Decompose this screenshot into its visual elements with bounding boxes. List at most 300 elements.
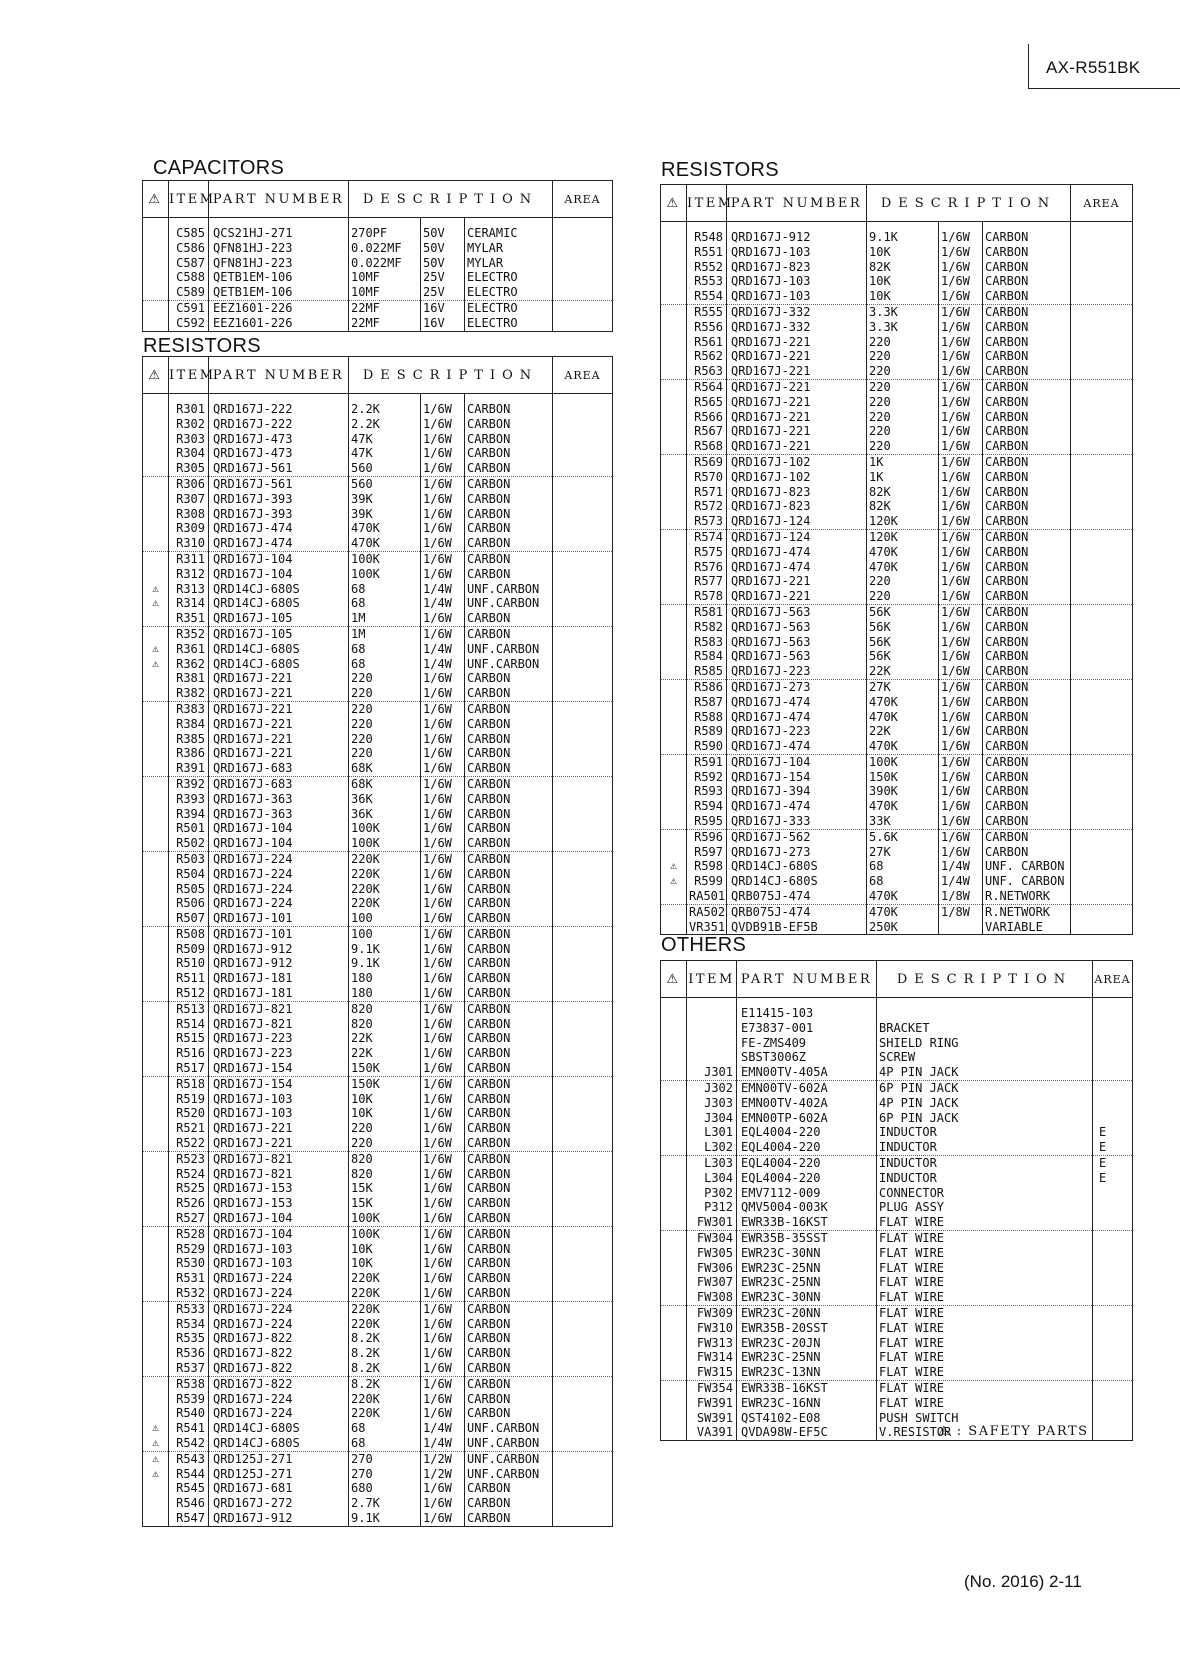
item-cell: R543	[169, 1451, 209, 1466]
safety-mark-cell	[143, 507, 169, 522]
rating-cell: 1/6W	[421, 536, 465, 551]
part-number-cell: QRD167J-683	[209, 761, 349, 776]
type-cell: CARBON	[465, 1181, 553, 1196]
part-number-cell: EWR23C-20NN	[737, 1305, 877, 1320]
table-row	[143, 492, 613, 507]
description-cell: FLAT WIRE	[877, 1290, 1093, 1305]
rating-cell: 1/6W	[421, 1017, 465, 1032]
type-cell: CARBON	[465, 1092, 553, 1107]
safety-mark-cell	[143, 867, 169, 882]
value-cell: 100K	[867, 754, 939, 769]
safety-mark-cell: ⚠	[661, 859, 687, 874]
type-cell: ELECTRO	[465, 300, 553, 315]
item-cell: R561	[687, 335, 727, 350]
area-cell	[553, 732, 613, 747]
spacer-cell	[1071, 222, 1133, 231]
type-cell: CARBON	[465, 551, 553, 566]
type-cell: CARBON	[465, 956, 553, 971]
safety-mark-cell	[143, 1286, 169, 1301]
type-cell: VARIABLE	[983, 920, 1071, 935]
value-cell: 220	[349, 1121, 421, 1136]
area-cell	[1071, 859, 1133, 874]
area-cell	[553, 1181, 613, 1196]
table-row	[661, 695, 1133, 710]
table-row	[661, 230, 1133, 245]
rating-cell: 1/4W	[421, 582, 465, 597]
value-cell: 2.2K	[349, 402, 421, 417]
item-cell: C589	[169, 285, 209, 300]
spacer-cell	[465, 394, 553, 403]
spacer-cell	[169, 218, 209, 227]
value-cell: 820	[349, 1151, 421, 1166]
type-cell: CARBON	[465, 807, 553, 822]
part-number-cell: QRD167J-822	[209, 1376, 349, 1391]
type-cell: CARBON	[983, 304, 1071, 319]
area-cell	[1071, 770, 1133, 785]
part-number-cell: QRD167J-823	[727, 260, 867, 275]
rating-cell: 1/6W	[421, 1331, 465, 1346]
rating-cell: 1/6W	[421, 492, 465, 507]
item-cell: R385	[169, 732, 209, 747]
item-cell: R314	[169, 596, 209, 611]
area-cell	[1071, 845, 1133, 860]
table-row	[661, 739, 1133, 754]
value-cell: 270PF	[349, 226, 421, 241]
area-cell	[1093, 1096, 1133, 1111]
table-row	[143, 926, 613, 941]
area-cell	[1071, 304, 1133, 319]
item-cell: R512	[169, 986, 209, 1001]
part-number-header: PART NUMBER	[727, 185, 867, 222]
part-number-cell: QRD167J-153	[209, 1196, 349, 1211]
type-cell: CARBON	[983, 829, 1071, 844]
safety-mark-cell	[661, 1215, 687, 1230]
rating-cell: 1/6W	[421, 701, 465, 716]
part-number-cell: QRD167J-474	[209, 521, 349, 536]
area-cell	[1071, 679, 1133, 694]
safety-mark-cell	[143, 626, 169, 641]
type-cell: CARBON	[465, 1496, 553, 1511]
area-cell	[1071, 784, 1133, 799]
area-cell	[553, 942, 613, 957]
type-cell: CARBON	[465, 521, 553, 536]
rating-cell: 1/6W	[939, 320, 983, 335]
area-cell	[553, 1046, 613, 1061]
item-cell: R309	[169, 521, 209, 536]
value-cell: 3.3K	[867, 304, 939, 319]
area-cell	[553, 1406, 613, 1421]
item-cell: R510	[169, 956, 209, 971]
item-cell: R591	[687, 754, 727, 769]
part-number-cell: EMV7112-009	[737, 1186, 877, 1201]
part-number-cell: QRD167J-912	[727, 230, 867, 245]
part-number-cell: EQL4004-220	[737, 1125, 877, 1140]
type-cell: CARBON	[465, 1406, 553, 1421]
rating-cell: 1/6W	[421, 1271, 465, 1286]
table-row	[661, 1065, 1133, 1080]
item-cell: P302	[687, 1186, 737, 1201]
rating-cell: 1/6W	[421, 1196, 465, 1211]
table-row	[143, 1001, 613, 1016]
table-row	[143, 1046, 613, 1061]
rating-cell: 1/6W	[421, 1496, 465, 1511]
rating-cell: 1/8W	[939, 904, 983, 919]
safety-mark-cell	[143, 492, 169, 507]
description-cell	[877, 1006, 1093, 1021]
table-row	[661, 1321, 1133, 1336]
part-number-cell: QVDA98W-EF5C	[737, 1425, 877, 1440]
item-cell: R538	[169, 1376, 209, 1391]
safety-mark-cell	[661, 1171, 687, 1186]
item-cell: R574	[687, 529, 727, 544]
safety-mark-cell	[143, 241, 169, 256]
rating-cell: 16V	[421, 316, 465, 331]
type-cell: CARBON	[983, 470, 1071, 485]
value-cell: 0.022MF	[349, 256, 421, 271]
description-cell: FLAT WIRE	[877, 1275, 1093, 1290]
area-cell	[1093, 1200, 1133, 1215]
safety-mark-cell	[143, 911, 169, 926]
area-cell	[1071, 874, 1133, 889]
part-number-cell: QRD167J-563	[727, 604, 867, 619]
area-cell	[1071, 410, 1133, 425]
type-cell: CARBON	[465, 461, 553, 476]
table-header-row	[143, 181, 613, 218]
description-cell: FLAT WIRE	[877, 1365, 1093, 1380]
rating-cell: 1/6W	[421, 896, 465, 911]
table-row	[143, 1496, 613, 1511]
rating-cell: 1/6W	[421, 1286, 465, 1301]
table-row	[661, 1396, 1133, 1411]
safety-mark-cell	[661, 1096, 687, 1111]
safety-mark-cell	[661, 679, 687, 694]
description-cell: 6P PIN JACK	[877, 1111, 1093, 1126]
area-cell	[1093, 1261, 1133, 1276]
value-cell: 8.2K	[349, 1376, 421, 1391]
part-number-cell: QRD14CJ-680S	[209, 596, 349, 611]
safety-mark-cell	[661, 1380, 687, 1395]
part-number-cell: QRD167J-363	[209, 792, 349, 807]
table-row	[143, 1211, 613, 1226]
value-cell: 220	[867, 395, 939, 410]
rating-cell: 50V	[421, 226, 465, 241]
table-row	[661, 349, 1133, 364]
area-cell	[553, 1196, 613, 1211]
table-row	[661, 635, 1133, 650]
value-cell: 10K	[349, 1106, 421, 1121]
spacer-row	[661, 222, 1133, 231]
type-cell: CARBON	[465, 1511, 553, 1526]
safety-mark-cell	[143, 402, 169, 417]
description-cell: 4P PIN JACK	[877, 1096, 1093, 1111]
area-cell	[553, 1376, 613, 1391]
part-number-cell: QRD167J-104	[209, 567, 349, 582]
item-cell	[687, 1036, 737, 1051]
item-cell: R511	[169, 971, 209, 986]
spacer-cell	[349, 394, 421, 403]
safety-mark-cell	[661, 1065, 687, 1080]
type-cell: CARBON	[465, 776, 553, 791]
rating-cell: 1/6W	[421, 746, 465, 761]
item-cell: RA501	[687, 889, 727, 904]
rating-cell: 1/6W	[421, 461, 465, 476]
rating-cell: 1/4W	[421, 1436, 465, 1451]
area-cell	[1071, 589, 1133, 604]
spacer-row	[661, 998, 1133, 1007]
area-cell	[553, 746, 613, 761]
rating-cell: 1/6W	[421, 1226, 465, 1241]
type-cell: CARBON	[983, 529, 1071, 544]
item-cell: R541	[169, 1421, 209, 1436]
table-row	[143, 582, 613, 597]
part-number-cell: QRD167J-821	[209, 1017, 349, 1032]
type-cell: CARBON	[465, 836, 553, 851]
safety-mark-cell	[143, 446, 169, 461]
spacer-cell	[983, 222, 1071, 231]
part-number-cell: QRB075J-474	[727, 889, 867, 904]
description-header: DESCRIPTION	[349, 181, 553, 218]
item-cell: R539	[169, 1392, 209, 1407]
area-cell	[553, 1226, 613, 1241]
table-row	[143, 1181, 613, 1196]
description-cell: INDUCTOR	[877, 1140, 1093, 1155]
type-cell: UNF. CARBON	[983, 859, 1071, 874]
item-cell: R526	[169, 1196, 209, 1211]
rating-cell: 1/6W	[421, 971, 465, 986]
area-cell	[1071, 620, 1133, 635]
page-footer: (No. 2016) 2-11	[964, 1572, 1082, 1591]
type-cell: CARBON	[465, 1046, 553, 1061]
area-cell	[553, 596, 613, 611]
part-number-header: PART NUMBER	[209, 181, 349, 218]
rating-cell: 25V	[421, 270, 465, 285]
spacer-cell	[727, 222, 867, 231]
part-number-cell: QRD167J-103	[209, 1256, 349, 1271]
item-cell: FW354	[687, 1380, 737, 1395]
spacer-row	[143, 218, 613, 227]
safety-mark-cell: ⚠	[143, 596, 169, 611]
rating-cell: 1/6W	[421, 1392, 465, 1407]
part-number-cell: QETB1EM-106	[209, 270, 349, 285]
area-cell	[553, 567, 613, 582]
spacer-cell	[349, 218, 421, 227]
table-row	[661, 1305, 1133, 1320]
area-cell	[1071, 485, 1133, 500]
spacer-cell	[209, 394, 349, 403]
rating-cell: 1/6W	[421, 1151, 465, 1166]
rating-cell: 1/2W	[421, 1467, 465, 1482]
rating-cell: 1/6W	[421, 1061, 465, 1076]
part-number-cell: QRD167J-101	[209, 926, 349, 941]
item-cell: R577	[687, 574, 727, 589]
part-number-cell: QRD167J-683	[209, 776, 349, 791]
spacer-cell	[867, 222, 939, 231]
part-number-cell: QRD167J-124	[727, 529, 867, 544]
type-cell: CARBON	[465, 1271, 553, 1286]
item-cell: R508	[169, 926, 209, 941]
safety-mark-cell	[143, 1136, 169, 1151]
item-cell: FW313	[687, 1336, 737, 1351]
description-cell: 4P PIN JACK	[877, 1065, 1093, 1080]
safety-mark-cell	[143, 256, 169, 271]
rating-cell: 1/6W	[421, 776, 465, 791]
area-cell	[553, 851, 613, 866]
value-cell: 150K	[349, 1076, 421, 1091]
safety-mark-cell	[143, 316, 169, 331]
type-cell: CARBON	[983, 620, 1071, 635]
area-cell	[553, 1151, 613, 1166]
area-cell	[1071, 514, 1133, 529]
item-cell: R554	[687, 289, 727, 304]
safety-mark-cell	[661, 649, 687, 664]
value-cell: 33K	[867, 814, 939, 829]
table-row	[143, 657, 613, 672]
part-number-cell: QRD167J-822	[209, 1331, 349, 1346]
description-cell: INDUCTOR	[877, 1125, 1093, 1140]
rating-cell: 1/6W	[421, 1046, 465, 1061]
part-number-header: PART NUMBER	[209, 357, 349, 394]
table-row	[661, 1021, 1133, 1036]
safety-mark-cell	[661, 1006, 687, 1021]
table-row	[143, 1286, 613, 1301]
part-number-cell: QRD167J-103	[727, 289, 867, 304]
safety-mark-cell	[661, 814, 687, 829]
part-number-cell: QFN81HJ-223	[209, 241, 349, 256]
description-cell: FLAT WIRE	[877, 1215, 1093, 1230]
value-cell: 1M	[349, 611, 421, 626]
rating-cell: 1/6W	[421, 986, 465, 1001]
rating-cell: 1/6W	[421, 1406, 465, 1421]
safety-mark-cell	[143, 746, 169, 761]
area-cell	[1093, 1036, 1133, 1051]
type-cell: ELECTRO	[465, 270, 553, 285]
safety-mark-cell	[143, 461, 169, 476]
table-row	[661, 529, 1133, 544]
item-cell: R566	[687, 410, 727, 425]
part-number-cell: QRD14CJ-680S	[209, 657, 349, 672]
value-cell: 220K	[349, 1271, 421, 1286]
area-cell	[1093, 1350, 1133, 1365]
type-cell: CARBON	[465, 507, 553, 522]
part-number-cell: QRD167J-562	[727, 829, 867, 844]
item-cell: R581	[687, 604, 727, 619]
area-cell	[1093, 1425, 1133, 1440]
table-row	[661, 1261, 1133, 1276]
safety-mark-cell	[661, 1321, 687, 1336]
part-number-cell: EWR23C-25NN	[737, 1350, 877, 1365]
type-cell: UNF.CARBON	[465, 1451, 553, 1466]
area-cell	[553, 1451, 613, 1466]
table-row	[143, 300, 613, 315]
part-number-cell: QRD167J-221	[727, 439, 867, 454]
safety-mark-cell	[143, 536, 169, 551]
safety-mark-cell	[661, 349, 687, 364]
spacer-row	[143, 394, 613, 403]
value-cell: 68	[349, 582, 421, 597]
item-cell: R588	[687, 710, 727, 725]
rating-cell: 1/6W	[939, 679, 983, 694]
section-title-others: OTHERS	[661, 934, 747, 956]
area-cell	[1093, 1230, 1133, 1245]
safety-mark-cell	[661, 1396, 687, 1411]
value-cell: 82K	[867, 485, 939, 500]
part-number-cell: QRD167J-153	[209, 1181, 349, 1196]
item-cell: R304	[169, 446, 209, 461]
safety-mark-cell	[661, 260, 687, 275]
safety-mark-cell	[143, 1167, 169, 1182]
part-number-cell: QRD167J-822	[209, 1346, 349, 1361]
part-number-cell: QRD167J-224	[209, 1286, 349, 1301]
rating-cell: 1/6W	[939, 335, 983, 350]
description-cell: SCREW	[877, 1050, 1093, 1065]
item-cell: FW310	[687, 1321, 737, 1336]
part-number-cell: QRD167J-823	[727, 485, 867, 500]
type-cell: CARBON	[983, 845, 1071, 860]
part-number-cell: QRD167J-912	[209, 1511, 349, 1526]
type-cell: CARBON	[983, 379, 1071, 394]
item-cell: R312	[169, 567, 209, 582]
type-cell: CARBON	[983, 335, 1071, 350]
part-number-cell: QRD167J-104	[209, 1211, 349, 1226]
value-cell: 220	[349, 671, 421, 686]
table-row	[661, 829, 1133, 844]
part-number-cell: QRD14CJ-680S	[209, 582, 349, 597]
table-row	[661, 649, 1133, 664]
safety-mark-cell	[661, 1290, 687, 1305]
value-cell: 15K	[349, 1196, 421, 1211]
area-cell	[553, 956, 613, 971]
area-cell	[553, 792, 613, 807]
table-row	[661, 845, 1133, 860]
area-cell	[1071, 604, 1133, 619]
part-number-cell: QRD167J-563	[727, 620, 867, 635]
item-header: ITEM	[169, 181, 209, 218]
area-cell	[1071, 664, 1133, 679]
part-number-cell: QRD167J-223	[727, 724, 867, 739]
part-number-cell: QFN81HJ-223	[209, 256, 349, 271]
spacer-cell	[421, 218, 465, 227]
type-cell: ELECTRO	[465, 285, 553, 300]
part-number-cell: E11415-103	[737, 1006, 877, 1021]
area-cell	[553, 1421, 613, 1436]
rating-cell: 1/6W	[939, 289, 983, 304]
area-cell	[1071, 560, 1133, 575]
area-cell	[1071, 424, 1133, 439]
value-cell: 10MF	[349, 285, 421, 300]
item-cell: R519	[169, 1092, 209, 1107]
part-number-cell: EWR23C-13NN	[737, 1365, 877, 1380]
table-row	[661, 724, 1133, 739]
table-row	[143, 896, 613, 911]
table-row	[661, 770, 1133, 785]
safety-mark-cell	[143, 1406, 169, 1421]
item-cell: P312	[687, 1200, 737, 1215]
item-cell: L303	[687, 1155, 737, 1170]
area-cell	[1071, 545, 1133, 560]
part-number-cell: QRD125J-271	[209, 1467, 349, 1482]
item-cell: R562	[687, 349, 727, 364]
type-cell: CARBON	[983, 395, 1071, 410]
area-cell	[553, 1392, 613, 1407]
rating-cell: 1/6W	[939, 514, 983, 529]
rating-cell: 1/6W	[421, 1361, 465, 1376]
value-cell: 68	[349, 642, 421, 657]
value-cell: 180	[349, 971, 421, 986]
type-cell: CARBON	[465, 867, 553, 882]
type-cell: UNF.CARBON	[465, 582, 553, 597]
safety-mark-cell	[661, 1365, 687, 1380]
safety-mark-cell	[143, 270, 169, 285]
